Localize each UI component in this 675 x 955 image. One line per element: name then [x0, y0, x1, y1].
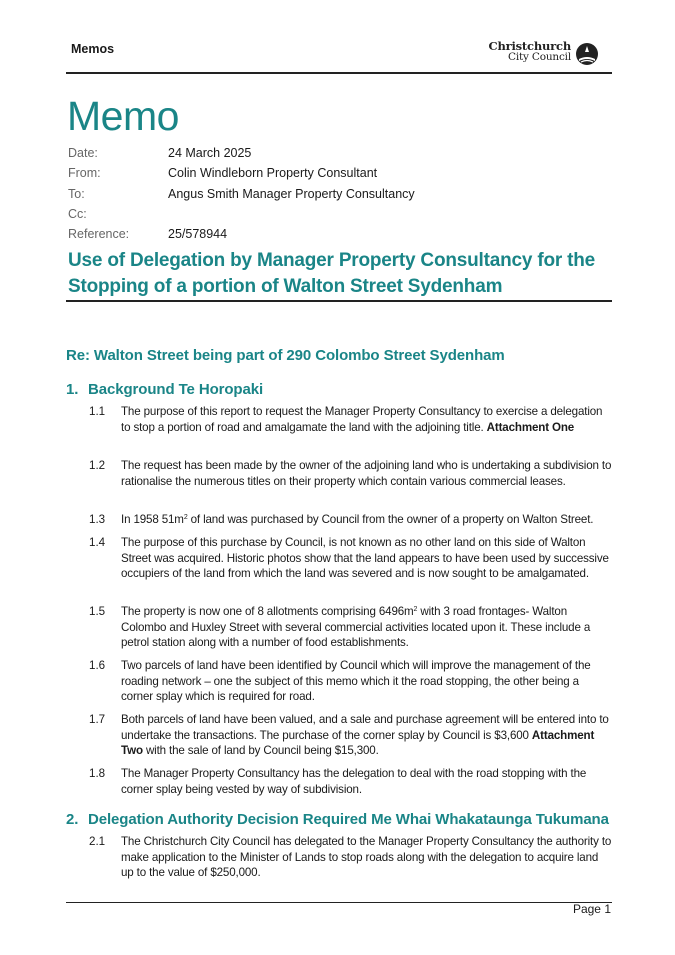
paragraph — [89, 712, 612, 759]
paragraph-text: The Christchurch City Council has delegated to the Manager Property Consultancy the authority to make application to the Minister of Lands to stop roads along with the delegation to acquire land up to the value of $250,000. — [121, 835, 612, 880]
logo-line1: Christchurch — [488, 39, 571, 53]
paragraph-number: 1.3 — [89, 513, 106, 526]
section-heading — [66, 381, 263, 398]
attachment-two-label: Attachment Two — [121, 728, 595, 758]
paragraph-number: 1.8 — [89, 767, 106, 780]
page-number: Page 1 — [572, 902, 611, 916]
paragraph-text: The purpose of this purchase by Council, is not known as no other land on this side of Walton Street was acquired. Historic photos show that the land appears to have been used by successive occupiers of the land from which the land was severed and is now sought to be amalgamated. — [121, 536, 609, 581]
paragraph-body: of land was purchased by Council from the owner of a property on Walton Street. — [187, 513, 594, 526]
paragraph — [89, 834, 612, 881]
section-title: Delegation Authority Decision Required Me Whai Whakataunga Tukumana — [88, 811, 609, 828]
paragraph-number: 1.1 — [89, 405, 106, 418]
header-rule — [66, 72, 612, 74]
date-value: 24 March 2025 — [168, 146, 252, 160]
section-number: 1. — [66, 381, 79, 398]
paragraph-body: with 3 road frontages- Walton Colombo and Huxley Street with several commercial activities located upon it. These include a petrol station along with a number of food establishments. — [121, 605, 591, 650]
subject-line-2: Stopping of a portion of Walton Street Sydenham — [68, 275, 503, 297]
paragraph-text: The Manager Property Consultancy has the delegation to deal with the road stopping with the corner splay being vested by way of subdivision. — [121, 767, 587, 796]
re-heading: Re: Walton Street being part of 290 Colombo Street Sydenham — [66, 347, 505, 364]
paragraph-number: 1.6 — [89, 659, 106, 672]
subject-line-1: Use of Delegation by Manager Property Consultancy for the — [68, 250, 596, 271]
paragraph-number: 1.7 — [89, 713, 106, 726]
reference-label: Reference: — [68, 227, 130, 242]
from-value: Colin Windleborn Property Consultant — [168, 166, 378, 181]
paragraph-number: 2.1 — [89, 835, 106, 848]
cc-label: Cc: — [68, 206, 87, 221]
council-emblem-icon — [575, 42, 599, 66]
paragraph-body: with the sale of land by Council being $15,300. — [142, 744, 379, 758]
to-value: Angus Smith Manager Property Consultancy — [168, 186, 415, 201]
paragraph-body: Both parcels of land have been valued, and a sale and purchase agreement will be entered into to undertake the transactions. The purchase of the corner splay by Council is $3,600 — [121, 713, 609, 742]
section-number: 2. — [66, 811, 79, 828]
section-title: Background Te Horopaki — [88, 381, 264, 398]
paragraph — [89, 458, 612, 489]
meta-from-row — [68, 166, 415, 186]
paragraph-text — [121, 604, 612, 651]
paragraph-body: In 1958 51m — [121, 513, 184, 526]
superscript: 2 — [413, 606, 418, 613]
footer-rule — [66, 902, 612, 903]
paragraph — [89, 658, 612, 705]
from-label: From: — [68, 166, 101, 181]
paragraph — [89, 512, 612, 528]
memo-title: Memo — [67, 93, 179, 139]
paragraph-text: The request has been made by the owner of the adjoining land who is undertaking a subdivision to rationalise the numerous titles on their property which contain various commercial leases. — [121, 459, 612, 488]
memo-subject — [68, 248, 613, 299]
subject-rule — [66, 300, 612, 302]
meta-cc-row — [68, 207, 415, 227]
meta-date-row — [68, 146, 415, 166]
meta-reference-row — [68, 227, 415, 247]
paragraph-number: 1.2 — [89, 459, 106, 472]
reference-value: 25/578944 — [168, 227, 228, 242]
council-logo — [488, 39, 601, 67]
logo-line2: City Council — [508, 51, 571, 63]
paragraph-number: 1.5 — [89, 605, 106, 618]
paragraph-body: The property is now one of 8 allotments comprising 6496m — [121, 605, 414, 618]
paragraph — [89, 604, 612, 651]
superscript: 2 — [183, 514, 188, 521]
meta-to-row — [68, 187, 415, 207]
paragraph — [89, 766, 612, 797]
paragraph-body: The purpose of this report to request the Manager Property Consultancy to exercise a delegation to stop a portion of road and amalgamate the land with the adjoining title. — [121, 405, 603, 434]
section-heading — [66, 811, 609, 828]
paragraph-text — [121, 712, 612, 759]
date-label: Date: — [68, 146, 98, 160]
to-label: To: — [68, 186, 85, 201]
paragraph — [89, 404, 612, 435]
paragraph-text — [121, 512, 612, 528]
paragraph-text — [121, 404, 612, 435]
paragraph — [89, 535, 612, 582]
memo-meta — [68, 146, 415, 247]
paragraph-text: Two parcels of land have been identified by Council which will improve the management of the roading network – one the subject of this memo which it the road stopping, the other being a corner splay which is required for road. — [121, 659, 591, 704]
attachment-one-label: Attachment One — [486, 420, 575, 434]
header-memos-label: Memos — [71, 42, 115, 56]
paragraph-number: 1.4 — [89, 536, 106, 549]
